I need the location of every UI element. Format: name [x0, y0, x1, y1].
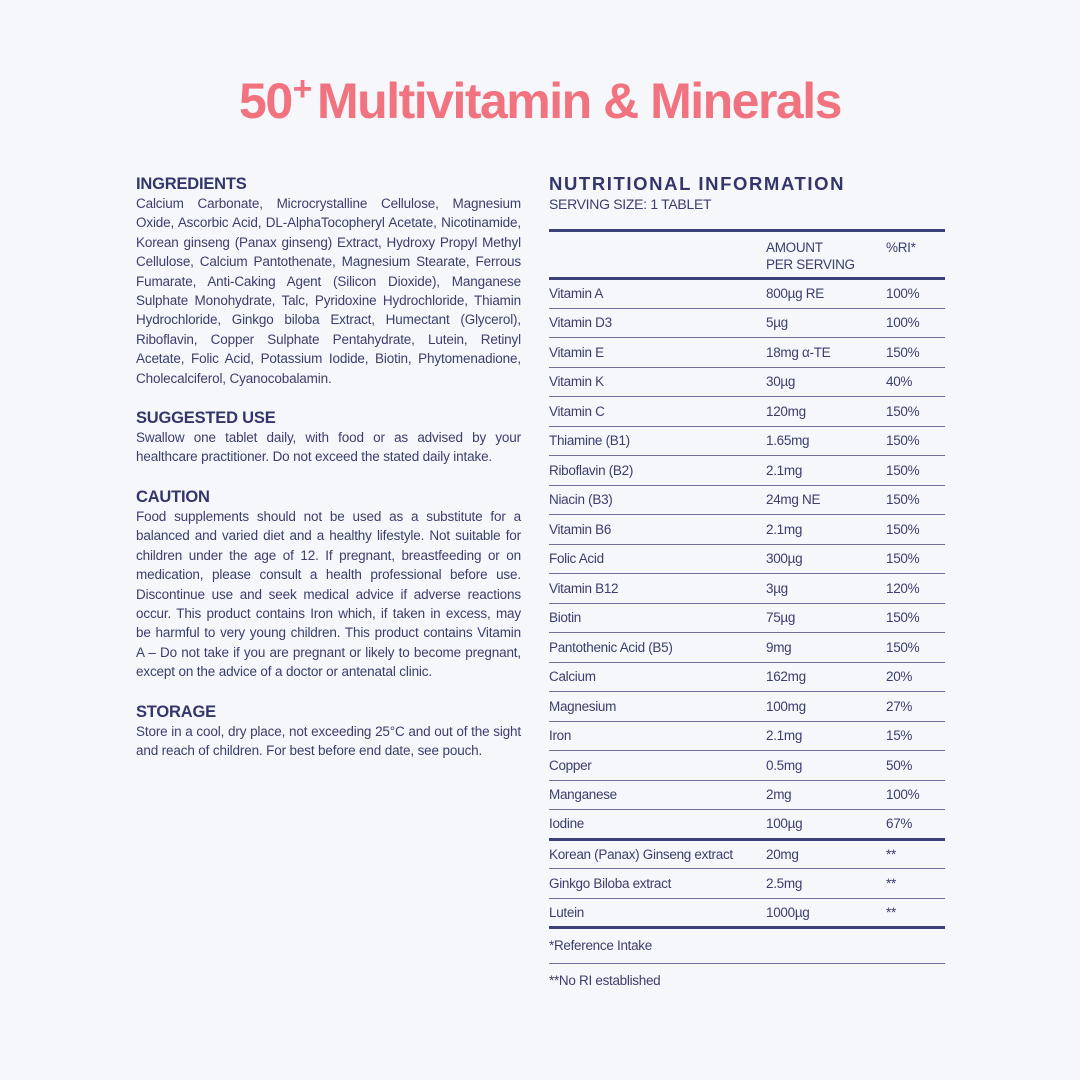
- nutrient-amount: 120mg: [766, 403, 806, 419]
- nutrient-ri: 100%: [886, 286, 920, 302]
- header-nutrient: [549, 232, 766, 279]
- nutrient-amount: 2.1mg: [766, 521, 803, 537]
- caution-text: Food supplements should not be used as a substitute for a balanced and varied diet and a healthy lifestyle. Not suitable for children under the age of 12. If pregnant, breastfeeding or on medication, please consult a health professional before use. Discontinue use and seek medical advice if adverse reactions occur. This product contains Iron which, if taken in excess, may be harmful to very young children. This product contains Vitamin A – Do not take if you are pregnant or likely to become pregnant, except on the advice of a doctor or antenatal clinic.: [136, 508, 521, 680]
- nutrient-row: [549, 515, 945, 545]
- table-header-row: [549, 232, 945, 279]
- nutrient-row: [549, 721, 945, 751]
- nutrient-ri: 150%: [886, 403, 920, 419]
- nutrient-row: [549, 485, 945, 515]
- nutrient-name: Pantothenic Acid (B5): [549, 639, 673, 655]
- nutrient-row: [549, 603, 945, 633]
- header-amount-line1: AMOUNT: [766, 240, 823, 255]
- nutrient-row: [549, 780, 945, 810]
- title-superscript: +: [292, 70, 312, 108]
- nutrient-amount: 2.5mg: [766, 875, 803, 891]
- nutrient-ri: 100%: [886, 787, 920, 803]
- nutrient-amount: 100µg: [766, 816, 803, 832]
- nutrient-ri: **: [886, 904, 896, 920]
- extract-row: [549, 869, 945, 899]
- nutrient-ri: 15%: [886, 728, 913, 744]
- ingredients-text: Calcium Carbonate, Microcrystalline Cellulose, Magnesium Oxide, Ascorbic Acid, DL-AlphaTocopheryl Acetate, Nicotinamide, Korean ginseng (Panax ginseng) Extract, Hydroxy Propyl Methyl Cellulose, Calcium Pantothenate, Magnesium Stearate, Ferrous Fumarate, Anti-Caking Agent (Silicon Dioxide), Manganese Sulphate Monohydrate, Talc, Pyridoxine Hydrochloride, Thiamin Hydrochloride, Ginkgo biloba Extract, Humectant (Glycerol), Riboflavin, Copper Sulphate Pentahydrate, Lutein, Retinyl Acetate, Folic Acid, Potassium Iodide, Biotin, Phytomenadione, Cholecalciferol, Cyanocobalamin.: [136, 196, 521, 386]
- nutrient-amount: 1000µg: [766, 904, 810, 920]
- nutrient-amount: 162mg: [766, 669, 806, 685]
- nutrient-name: Vitamin A: [549, 286, 604, 302]
- nutrient-row: [549, 810, 945, 840]
- footnote-no-ri: **No RI established: [549, 973, 661, 988]
- nutrient-amount: 30µg: [766, 374, 796, 390]
- nutrient-row: [549, 279, 945, 309]
- nutrient-name: Vitamin B12: [549, 580, 619, 596]
- serving-size: SERVING SIZE: 1 TABLET: [549, 196, 712, 212]
- nutrient-amount: 20mg: [766, 846, 799, 862]
- nutrient-amount: 1.65mg: [766, 433, 810, 449]
- nutrient-name: Riboflavin (B2): [549, 462, 634, 478]
- nutrient-ri: 120%: [886, 580, 920, 596]
- nutrient-name: Ginkgo Biloba extract: [549, 875, 672, 891]
- nutrition-panel: [549, 174, 945, 998]
- page-title: [0, 70, 1080, 130]
- nutrient-name: Magnesium: [549, 698, 617, 714]
- nutrient-name: Korean (Panax) Ginseng extract: [549, 846, 733, 862]
- nutrient-amount: 24mg NE: [766, 492, 821, 508]
- nutrient-amount: 2.1mg: [766, 728, 803, 744]
- nutrient-row: [549, 574, 945, 604]
- nutrient-name: Iodine: [549, 816, 584, 832]
- nutrient-ri: 150%: [886, 610, 920, 626]
- nutrient-row: [549, 397, 945, 427]
- nutrient-row: [549, 544, 945, 574]
- nutrient-row: [549, 308, 945, 338]
- nutrient-ri: 150%: [886, 344, 920, 360]
- extract-row: [549, 898, 945, 928]
- nutrient-name: Vitamin C: [549, 403, 605, 419]
- nutrient-row: [549, 426, 945, 456]
- nutrient-row: [549, 633, 945, 663]
- nutrient-ri: 50%: [886, 757, 913, 773]
- nutrient-row: [549, 367, 945, 397]
- nutrient-name: Lutein: [549, 904, 584, 920]
- nutrient-amount: 2mg: [766, 787, 792, 803]
- nutrient-name: Vitamin E: [549, 344, 604, 360]
- nutrient-row: [549, 338, 945, 368]
- nutrient-amount: 5µg: [766, 315, 788, 331]
- ingredients-heading: INGREDIENTS: [136, 175, 247, 193]
- header-amount-line2: PER SERVING: [766, 257, 855, 272]
- nutrient-name: Niacin (B3): [549, 492, 613, 508]
- nutrient-name: Biotin: [549, 610, 581, 626]
- nutrient-ri: 150%: [886, 521, 920, 537]
- nutrient-ri: 40%: [886, 374, 913, 390]
- nutrient-amount: 2.1mg: [766, 462, 803, 478]
- nutrient-amount: 75µg: [766, 610, 796, 626]
- title-main: Multivitamin & Minerals: [317, 73, 841, 129]
- caution-heading: CAUTION: [136, 487, 210, 506]
- storage-text: Store in a cool, dry place, not exceeding 25°C and out of the sight and reach of children. For best before end date, see pouch.: [136, 723, 521, 758]
- nutrient-name: Folic Acid: [549, 551, 604, 567]
- nutrient-ri: 20%: [886, 669, 913, 685]
- nutrient-amount: 100mg: [766, 698, 806, 714]
- nutrient-ri: **: [886, 846, 896, 862]
- nutrient-amount: 18mg α-TE: [766, 344, 831, 360]
- nutrient-amount: 0.5mg: [766, 757, 803, 773]
- footnotes: [549, 929, 945, 998]
- title-prefix: 50: [239, 73, 292, 129]
- nutrient-amount: 800µg RE: [766, 286, 824, 302]
- nutrient-ri: 150%: [886, 433, 920, 449]
- nutrient-name: Vitamin B6: [549, 521, 612, 537]
- header-ri: %RI*: [886, 240, 916, 255]
- nutrient-ri: 150%: [886, 551, 920, 567]
- nutrient-amount: 300µg: [766, 551, 803, 567]
- info-column: [136, 174, 521, 780]
- nutrient-amount: 3µg: [766, 580, 788, 596]
- storage-heading: STORAGE: [136, 702, 216, 721]
- nutrient-ri: 67%: [886, 816, 913, 832]
- nutrition-rows: [549, 279, 945, 928]
- nutrient-name: Iron: [549, 728, 572, 744]
- nutrient-ri: 100%: [886, 315, 920, 331]
- nutrient-ri: 150%: [886, 492, 920, 508]
- nutrient-name: Copper: [549, 757, 592, 773]
- nutrient-ri: **: [886, 875, 896, 891]
- nutrient-name: Vitamin K: [549, 374, 604, 390]
- nutrient-name: Thiamine (B1): [549, 433, 630, 449]
- nutrition-title: NUTRITIONAL INFORMATION: [549, 173, 846, 194]
- nutrient-name: Manganese: [549, 787, 617, 803]
- suggested-use-text: Swallow one tablet daily, with food or as advised by your healthcare practitioner. Do not exceed the stated daily intake.: [136, 430, 521, 465]
- nutrient-name: Calcium: [549, 669, 596, 685]
- nutrient-row: [549, 456, 945, 486]
- header-amount: [766, 232, 886, 279]
- footnote-reference-intake: *Reference Intake: [549, 929, 945, 964]
- nutrient-ri: 27%: [886, 698, 913, 714]
- nutrient-ri: 150%: [886, 639, 920, 655]
- nutrient-amount: 9mg: [766, 639, 792, 655]
- suggested-use-heading: SUGGESTED USE: [136, 409, 276, 428]
- nutrient-row: [549, 751, 945, 781]
- nutrient-name: Vitamin D3: [549, 315, 612, 331]
- nutrition-table: [549, 232, 945, 929]
- nutrient-row: [549, 692, 945, 722]
- nutrient-row: [549, 662, 945, 692]
- extract-row: [549, 839, 945, 869]
- nutrient-ri: 150%: [886, 462, 920, 478]
